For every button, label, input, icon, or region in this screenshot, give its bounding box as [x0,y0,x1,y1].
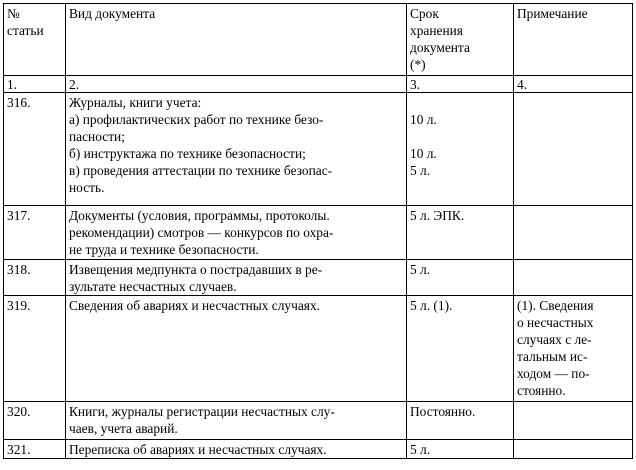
table-row [4,93,633,206]
retention-term-cell: 5 л. ЭПК. [407,206,514,260]
document-kind-cell: Переписка об авариях и несчастных случаях. [66,440,407,459]
document-kind-cell: Сведения об авариях и несчастных случаях. [66,296,407,402]
article-number-cell: 318. [4,260,66,296]
note-cell [514,206,633,260]
header-cell-note: Примечание [514,4,633,76]
document-kind-cell: Журналы, книги учета: а) профилактических работ по технике безо- пасности; б) инструктажа по технике безопасности; в) проведения аттестации по технике безопас- ность. [66,93,407,206]
table-row [4,402,633,440]
table-row [4,206,633,260]
retention-term-cell: 5 л. [407,260,514,296]
table-row [4,260,633,296]
article-number-cell: 319. [4,296,66,402]
index-cell-1: 1. [4,76,66,93]
article-number-cell: 320. [4,402,66,440]
article-number-cell: 317. [4,206,66,260]
document-kind-cell: Извещения медпункта о пострадавших в ре- зультате несчастных случаев. [66,260,407,296]
note-cell [514,260,633,296]
note-cell [514,93,633,206]
article-number-cell: 321. [4,440,66,459]
header-cell-term: Срок хранения документа (*) [407,4,514,76]
index-cell-4: 4. [514,76,633,93]
header-cell-kind: Вид документа [66,4,407,76]
index-cell-2: 2. [66,76,407,93]
note-cell: (1). Сведения о несчастных случаях с ле- тальным ис- ходом — по- стоянно. [514,296,633,402]
article-number-cell: 316. [4,93,66,206]
document-kind-cell: Книги, журналы регистрации несчастных слу- чаев, учета аварий. [66,402,407,440]
retention-schedule-table [3,3,633,459]
note-cell [514,440,633,459]
retention-term-cell: Постоянно. [407,402,514,440]
header-row [4,4,633,76]
column-index-row [4,76,633,93]
retention-term-cell: 10 л. 10 л. 5 л. [407,93,514,206]
header-cell-number: № статьи [4,4,66,76]
table-row [4,296,633,402]
retention-term-cell: 5 л. [407,440,514,459]
note-cell [514,402,633,440]
document-kind-cell: Документы (условия, программы, протоколы. рекомендации) смотров — конкурсов по охра- не труда и технике безопасности. [66,206,407,260]
index-cell-3: 3. [407,76,514,93]
table-row [4,440,633,459]
retention-term-cell: 5 л. (1). [407,296,514,402]
